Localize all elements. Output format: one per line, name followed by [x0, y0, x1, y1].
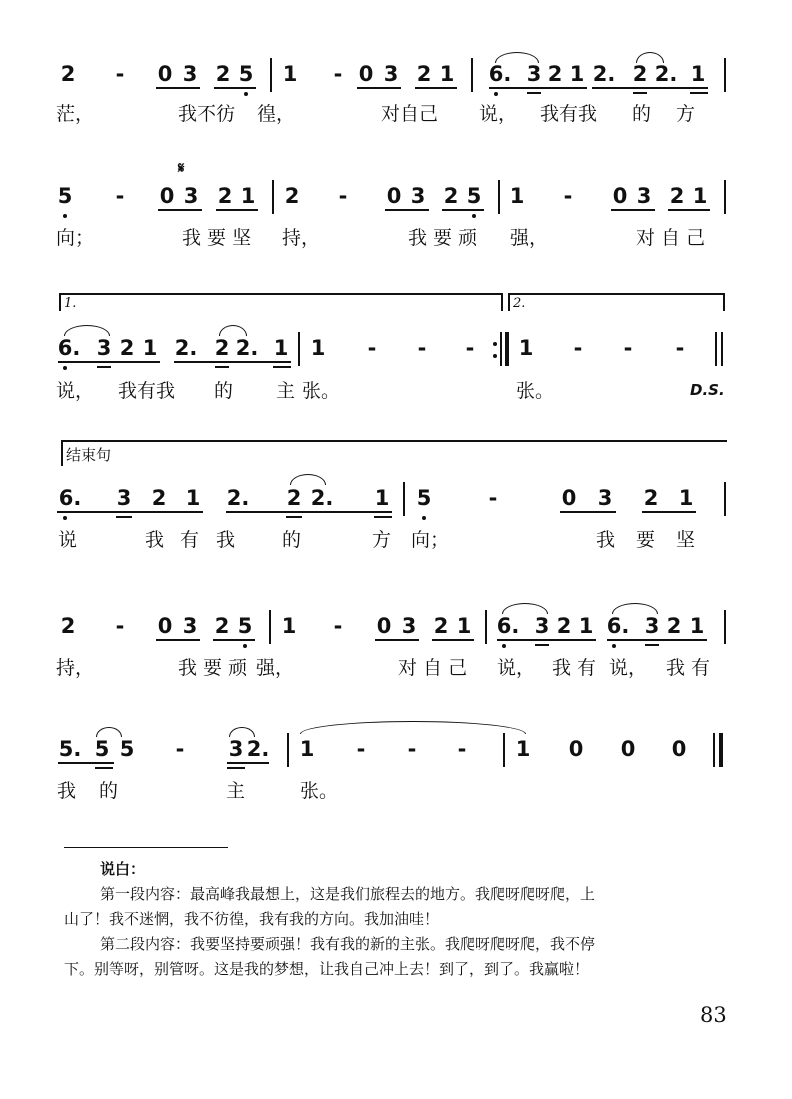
note: 3: [534, 614, 550, 638]
note: 0: [612, 184, 628, 208]
lyric: 对 自 己: [398, 657, 468, 679]
note: 3: [116, 486, 132, 510]
note: 2.: [235, 336, 259, 360]
note: -: [623, 336, 633, 360]
lyric: 有: [180, 529, 200, 551]
note: 3: [401, 614, 417, 638]
note: 1: [282, 62, 298, 86]
note: 5: [237, 614, 253, 638]
note: 1: [692, 184, 708, 208]
lyric: 我: [216, 529, 236, 551]
lyric: 向；: [411, 529, 450, 551]
note: 0: [159, 184, 175, 208]
note: 5: [57, 184, 73, 208]
lyric: 茫，: [56, 103, 95, 125]
note: 2: [433, 614, 449, 638]
note: 1: [678, 486, 694, 510]
note: 1: [273, 336, 289, 360]
lyric: 的: [632, 103, 652, 125]
note: 0: [671, 737, 687, 761]
segno-sign: 𝄋: [178, 159, 185, 177]
lyric: 我有我: [540, 103, 598, 125]
lyric: 我 有: [552, 657, 597, 679]
lyric: 方: [372, 529, 392, 551]
note: 0: [386, 184, 402, 208]
barline: [270, 58, 272, 92]
note: 2.: [654, 62, 678, 86]
barline: [503, 733, 505, 767]
note: 2: [60, 62, 76, 86]
lyric: 我 要 坚: [182, 227, 252, 249]
note: 2: [547, 62, 563, 86]
lyric: 的: [282, 529, 302, 551]
note: 2: [217, 184, 233, 208]
lyric: 我不彷: [178, 103, 236, 125]
note: 1: [299, 737, 315, 761]
lyric: 强，: [256, 657, 295, 679]
note: 2: [60, 614, 76, 638]
page-number: 83: [700, 1003, 727, 1027]
note: 1: [439, 62, 455, 86]
note: 2: [669, 184, 685, 208]
footnote-heading: 说白：: [100, 860, 146, 878]
volta-1-label: 1.: [64, 296, 77, 311]
note: 1: [569, 62, 585, 86]
lyric: 我有我: [118, 380, 176, 402]
note: 2.: [174, 336, 198, 360]
lyric: 我 要 顽: [178, 657, 248, 679]
note: -: [338, 184, 348, 208]
note: 1: [185, 486, 201, 510]
lyric: 张。: [516, 380, 555, 402]
note: 3: [182, 614, 198, 638]
note: 3: [228, 737, 244, 761]
note: 1: [374, 486, 390, 510]
barline: [724, 482, 726, 516]
note: 1: [240, 184, 256, 208]
lyric: 我 要 顽: [408, 227, 478, 249]
note: 6.: [606, 614, 630, 638]
note: -: [333, 614, 343, 638]
lyric: 说，: [479, 103, 518, 125]
lyric: 说，: [497, 657, 536, 679]
barline: [269, 610, 271, 644]
note: -: [465, 336, 475, 360]
note: 2: [214, 614, 230, 638]
lyric: 说: [58, 529, 78, 551]
final-barline: [719, 733, 723, 767]
barline: [724, 180, 726, 214]
note: 3: [636, 184, 652, 208]
lyric: 张。: [300, 780, 339, 802]
footnote-line: 第一段内容：最高峰我最想上，这是我们旅程去的地方。我爬呀爬呀爬，上: [100, 885, 596, 903]
note: 2: [286, 486, 302, 510]
barline: [724, 58, 726, 92]
note: 1: [310, 336, 326, 360]
note: 3: [182, 62, 198, 86]
note: 2: [556, 614, 572, 638]
double-barline: [721, 332, 723, 366]
lyric: 对 自 己: [636, 227, 706, 249]
note: -: [488, 486, 498, 510]
note: 2.: [592, 62, 616, 86]
lyric: 说，: [609, 657, 648, 679]
lyric: 方: [676, 103, 696, 125]
note: 6.: [488, 62, 512, 86]
note: 6.: [57, 336, 81, 360]
note: 1: [509, 184, 525, 208]
lyric: 的: [214, 380, 234, 402]
note: 0: [561, 486, 577, 510]
note: 1: [518, 336, 534, 360]
note: 1: [578, 614, 594, 638]
note: -: [675, 336, 685, 360]
note: 2.: [246, 737, 270, 761]
lyric: 主: [226, 780, 246, 802]
note: -: [417, 336, 427, 360]
note: -: [407, 737, 417, 761]
lyric: 我: [596, 529, 616, 551]
note: -: [115, 62, 125, 86]
note: 1: [515, 737, 531, 761]
barline: [287, 733, 289, 767]
note: -: [563, 184, 573, 208]
note: 0: [620, 737, 636, 761]
note: 2: [666, 614, 682, 638]
repeat-barline: [505, 332, 509, 366]
note: 5: [238, 62, 254, 86]
note: 3: [410, 184, 426, 208]
note: -: [333, 62, 343, 86]
lyric: 要: [636, 529, 656, 551]
note: 2: [151, 486, 167, 510]
note: 1: [142, 336, 158, 360]
lyric: 的: [99, 780, 119, 802]
lyric: 我: [145, 529, 165, 551]
note: 0: [376, 614, 392, 638]
note: -: [115, 184, 125, 208]
note: 2: [214, 336, 230, 360]
note: -: [573, 336, 583, 360]
note: 3: [526, 62, 542, 86]
note: -: [367, 336, 377, 360]
barline: [498, 180, 500, 214]
note: 5: [94, 737, 110, 761]
note: 0: [157, 62, 173, 86]
note: 2.: [310, 486, 334, 510]
barline: [485, 610, 487, 644]
barline: [403, 482, 405, 516]
note: 2.: [226, 486, 250, 510]
note: 2: [119, 336, 135, 360]
barline: [724, 610, 726, 644]
lyric: 我 有: [666, 657, 711, 679]
note: 3: [644, 614, 660, 638]
lyric: 坚: [676, 529, 696, 551]
lyric: 主: [276, 380, 296, 402]
note: 0: [157, 614, 173, 638]
footnote-line: 下。别等呀，别管呀。这是我的梦想，让我自己冲上去！到了，到了。我赢啦！: [64, 960, 590, 978]
lyric: 说，: [56, 380, 95, 402]
ending-section-label: 结束句: [66, 446, 112, 464]
note: 6.: [58, 486, 82, 510]
lyric: 持，: [56, 657, 95, 679]
note: 0: [358, 62, 374, 86]
note: -: [175, 737, 185, 761]
lyric: 对自己: [381, 103, 439, 125]
note: 2: [416, 62, 432, 86]
note: 2: [284, 184, 300, 208]
footnote-line: 第二段内容：我要坚持要顽强！我有我的新的主张。我爬呀爬呀爬，我不停: [100, 935, 596, 953]
note: 0: [568, 737, 584, 761]
note: 3: [183, 184, 199, 208]
note: 3: [597, 486, 613, 510]
footnote-line: 山了！我不迷惘，我不彷徨，我有我的方向。我加油哇！: [64, 910, 440, 928]
note: 2: [643, 486, 659, 510]
note: 1: [456, 614, 472, 638]
lyric: 向；: [56, 227, 95, 249]
note: 5.: [58, 737, 82, 761]
note: 5: [119, 737, 135, 761]
barline: [471, 58, 473, 92]
barline: [298, 332, 300, 366]
note: -: [457, 737, 467, 761]
lyric: 强，: [510, 227, 549, 249]
note: 2: [443, 184, 459, 208]
note: 2: [632, 62, 648, 86]
lyric: 张。: [302, 380, 341, 402]
footnote-rule: [64, 847, 228, 848]
note: 5: [466, 184, 482, 208]
note: 1: [689, 614, 705, 638]
note: -: [356, 737, 366, 761]
note: 6.: [496, 614, 520, 638]
note: 3: [96, 336, 112, 360]
note: 1: [281, 614, 297, 638]
note: 3: [383, 62, 399, 86]
lyric: 徨，: [257, 103, 296, 125]
note: 1: [690, 62, 706, 86]
note: 5: [416, 486, 432, 510]
barline: [272, 180, 274, 214]
note: -: [115, 614, 125, 638]
lyric: 持，: [282, 227, 321, 249]
lyric: 我: [57, 780, 77, 802]
volta-2-label: 2.: [513, 296, 526, 311]
dal-segno-marking: D.S.: [690, 381, 725, 399]
note: 2: [215, 62, 231, 86]
